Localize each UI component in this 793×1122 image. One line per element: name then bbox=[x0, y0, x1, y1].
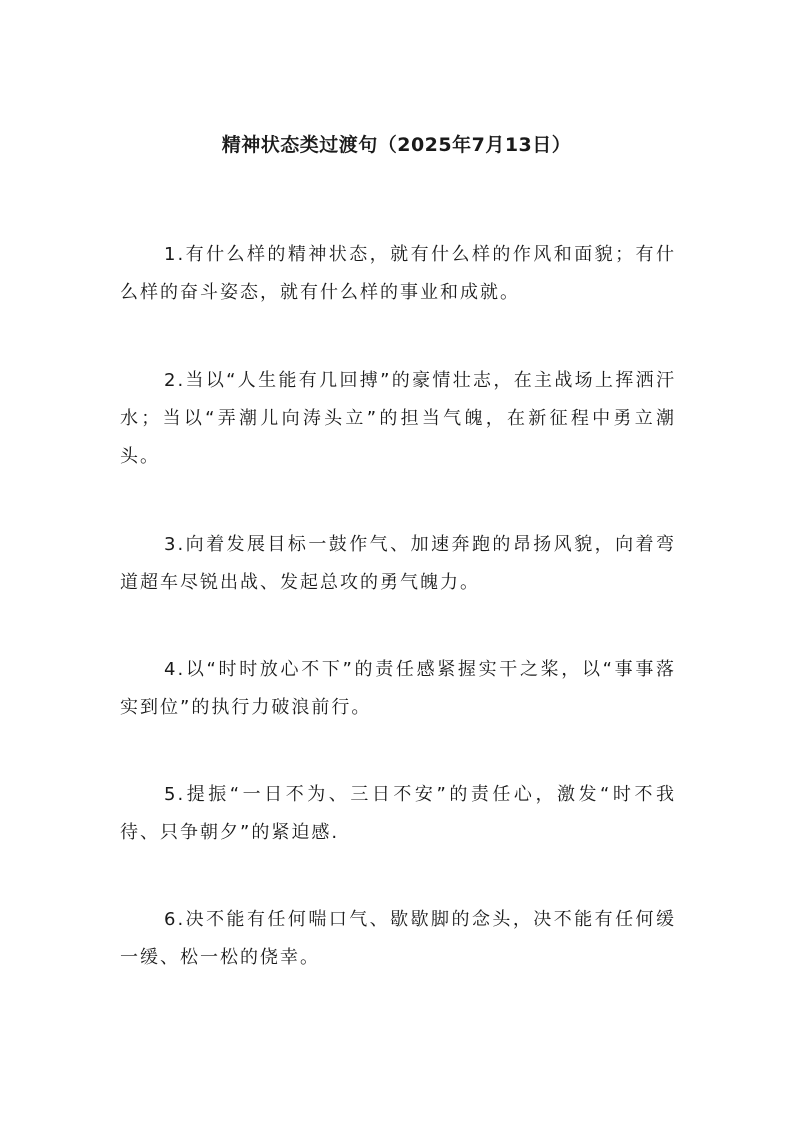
paragraph-5: 5.提振“一日不为、三日不安”的责任心，激发“时不我待、只争朝夕”的紧迫感. bbox=[120, 784, 676, 843]
document-title: 精神状态类过渡句（2025年7月13日） bbox=[221, 134, 572, 156]
paragraph-4: 4.以“时时放心不下”的责任感紧握实干之桨，以“事事落实到位”的执行力破浪前行。 bbox=[120, 659, 676, 718]
paragraph-3: 3.向着发展目标一鼓作气、加速奔跑的昂扬风貌，向着弯道超车尽锐出战、发起总攻的勇气魄力。 bbox=[120, 534, 676, 593]
paragraph-2: 2.当以“人生能有几回搏”的豪情壮志，在主战场上挥洒汗水；当以“弄潮儿向涛头立”的担当气魄，在新征程中勇立潮头。 bbox=[120, 370, 676, 467]
paragraph-6: 6.决不能有任何喘口气、歇歇脚的念头，决不能有任何缓一缓、松一松的侥幸。 bbox=[120, 909, 676, 968]
paragraph-1: 1.有什么样的精神状态，就有什么样的作风和面貌；有什么样的奋斗姿态，就有什么样的事业和成就。 bbox=[120, 244, 676, 303]
